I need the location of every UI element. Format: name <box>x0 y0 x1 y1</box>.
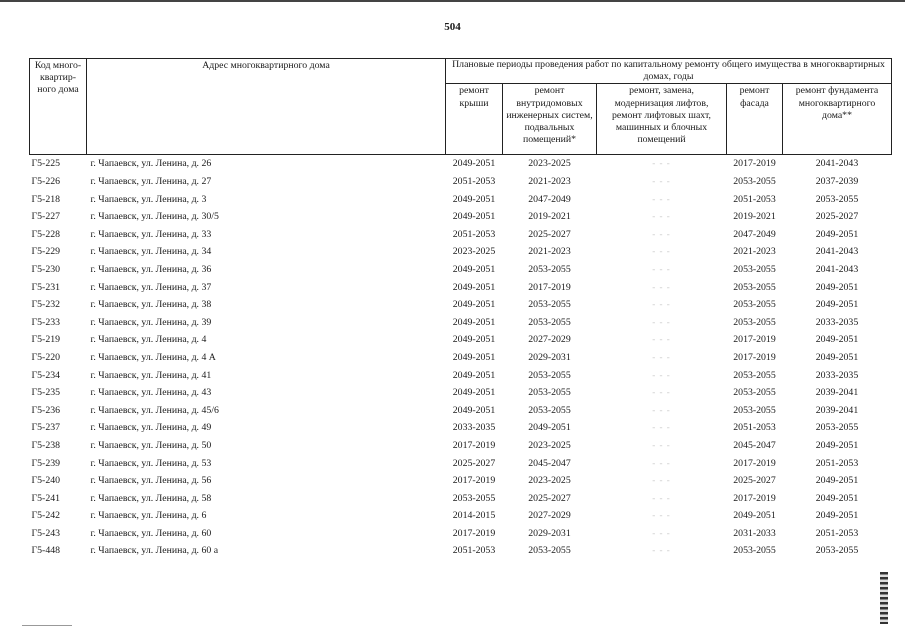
cell-facade: 2053-2055 <box>733 545 776 557</box>
cell-code: Г5-219 <box>31 334 61 346</box>
cell-engineering: 2025-2027 <box>528 228 571 240</box>
cell-facade: 2019-2021 <box>733 211 776 223</box>
cell-engineering: 2029-2031 <box>528 527 571 539</box>
cell-facade: 2047-2049 <box>733 228 776 240</box>
cell-lift: - - - <box>652 369 671 380</box>
cell-code: Г5-230 <box>31 263 61 275</box>
cell-address: г. Чапаевск, ул. Ленина, д. 49 <box>90 422 212 434</box>
cell-roof: 2033-2035 <box>452 422 496 434</box>
table-row <box>30 384 892 402</box>
table-row <box>30 279 892 297</box>
cell-engineering: 2053-2055 <box>528 404 571 416</box>
cell-engineering: 2029-2031 <box>528 351 571 363</box>
cell-code: Г5-220 <box>31 351 61 363</box>
cell-address: г. Чапаевск, ул. Ленина, д. 33 <box>90 228 212 240</box>
cell-facade: 2053-2055 <box>733 369 776 381</box>
cell-foundation: 2049-2051 <box>815 510 859 522</box>
cell-foundation: 2053-2055 <box>815 422 859 434</box>
cell-lift: - - - <box>652 404 671 415</box>
cell-code: Г5-237 <box>31 422 61 434</box>
cell-engineering: 2025-2027 <box>528 492 571 504</box>
cell-address: г. Чапаевск, ул. Ленина, д. 39 <box>90 316 212 328</box>
cell-engineering: 2053-2055 <box>528 263 571 275</box>
cell-roof: 2049-2051 <box>452 387 496 399</box>
cell-foundation: 2053-2055 <box>815 193 859 205</box>
cell-foundation: 2049-2051 <box>815 299 859 311</box>
cell-lift: - - - <box>652 351 671 362</box>
cell-lift: - - - <box>652 334 671 345</box>
cell-lift: - - - <box>652 492 671 503</box>
cell-foundation: 2049-2051 <box>815 439 859 451</box>
cell-lift: - - - <box>652 527 671 538</box>
cell-code: Г5-229 <box>31 246 61 258</box>
cell-foundation: 2049-2051 <box>815 475 859 487</box>
table-row <box>30 208 892 226</box>
table-row <box>30 243 892 261</box>
cell-code: Г5-227 <box>31 211 61 223</box>
cell-address: г. Чапаевск, ул. Ленина, д. 58 <box>90 492 212 504</box>
table-row <box>30 314 892 332</box>
table-row <box>30 349 892 367</box>
table-row <box>30 402 892 420</box>
cell-facade: 2017-2019 <box>733 158 776 170</box>
table-row <box>30 472 892 490</box>
cell-engineering: 2053-2055 <box>528 387 571 399</box>
cell-engineering: 2027-2029 <box>528 510 571 522</box>
cell-code: Г5-241 <box>31 492 61 504</box>
cell-lift: - - - <box>652 475 671 486</box>
cell-code: Г5-238 <box>31 439 61 451</box>
cell-roof: 2049-2051 <box>452 369 496 381</box>
cell-address: г. Чапаевск, ул. Ленина, д. 6 <box>90 510 207 522</box>
cell-roof: 2023-2025 <box>452 246 496 258</box>
cell-engineering: 2027-2029 <box>528 334 571 346</box>
cell-foundation: 2049-2051 <box>815 492 859 504</box>
cell-engineering: 2049-2051 <box>528 422 571 434</box>
cell-facade: 2053-2055 <box>733 316 776 328</box>
cell-roof: 2049-2051 <box>452 158 496 170</box>
cell-roof: 2049-2051 <box>452 281 496 293</box>
capital-repair-table <box>29 58 892 560</box>
cell-facade: 2053-2055 <box>733 263 776 275</box>
cell-roof: 2025-2027 <box>452 457 496 469</box>
cell-lift: - - - <box>652 281 671 292</box>
cell-facade: 2051-2053 <box>733 193 776 205</box>
cell-roof: 2049-2051 <box>452 211 496 223</box>
cell-engineering: 2053-2055 <box>528 369 571 381</box>
cell-roof: 2049-2051 <box>452 316 496 328</box>
cell-foundation: 2039-2041 <box>815 387 859 399</box>
cell-address: г. Чапаевск, ул. Ленина, д. 30/5 <box>90 211 219 223</box>
cell-address: г. Чапаевск, ул. Ленина, д. 50 <box>90 439 212 451</box>
cell-address: г. Чапаевск, ул. Ленина, д. 3 <box>90 193 207 205</box>
cell-code: Г5-239 <box>31 457 61 469</box>
cell-engineering: 2023-2025 <box>528 158 571 170</box>
cell-code: Г5-225 <box>31 158 61 170</box>
column-header-engineering: ремонт внутридомовых инженерных систем, подвальных помещений* <box>503 84 597 155</box>
table-body <box>30 155 892 560</box>
table-row <box>30 261 892 279</box>
cell-roof: 2017-2019 <box>452 475 496 487</box>
cell-code: Г5-243 <box>31 527 61 539</box>
cell-facade: 2025-2027 <box>733 475 776 487</box>
table-header <box>30 59 892 155</box>
cell-code: Г5-233 <box>31 316 61 328</box>
cell-address: г. Чапаевск, ул. Ленина, д. 37 <box>90 281 212 293</box>
cell-foundation: 2049-2051 <box>815 351 859 363</box>
table-row <box>30 542 892 560</box>
cell-address: г. Чапаевск, ул. Ленина, д. 45/6 <box>90 404 219 416</box>
cell-code: Г5-228 <box>31 228 61 240</box>
table-row <box>30 155 892 173</box>
column-header-facade: ремонт фасада <box>727 84 783 155</box>
cell-facade: 2021-2023 <box>733 246 776 258</box>
top-border-line <box>0 0 905 2</box>
cell-roof: 2051-2053 <box>452 228 496 240</box>
cell-address: г. Чапаевск, ул. Ленина, д. 4 <box>90 334 207 346</box>
table-row <box>30 455 892 473</box>
table-row <box>30 367 892 385</box>
table-row <box>30 437 892 455</box>
cell-address: г. Чапаевск, ул. Ленина, д. 4 А <box>90 351 216 363</box>
cell-facade: 2017-2019 <box>733 492 776 504</box>
cell-roof: 2049-2051 <box>452 263 496 275</box>
cell-address: г. Чапаевск, ул. Ленина, д. 34 <box>90 246 212 258</box>
cell-lift: - - - <box>652 457 671 468</box>
cell-lift: - - - <box>652 211 671 222</box>
cell-engineering: 2017-2019 <box>528 281 571 293</box>
cell-code: Г5-240 <box>31 475 61 487</box>
cell-lift: - - - <box>652 158 671 169</box>
cell-lift: - - - <box>652 387 671 398</box>
cell-lift: - - - <box>652 263 671 274</box>
cell-address: г. Чапаевск, ул. Ленина, д. 41 <box>90 369 212 381</box>
cell-address: г. Чапаевск, ул. Ленина, д. 27 <box>90 176 212 187</box>
page-number: 504 <box>444 21 461 33</box>
cell-lift: - - - <box>652 228 671 239</box>
cell-foundation: 2037-2039 <box>815 176 859 187</box>
cell-foundation: 2025-2027 <box>815 211 859 223</box>
bottom-margin-line <box>22 625 72 626</box>
cell-code: Г5-232 <box>31 299 61 311</box>
cell-roof: 2049-2051 <box>452 193 496 205</box>
cell-facade: 2053-2055 <box>733 404 776 416</box>
cell-code: Г5-218 <box>31 193 61 205</box>
table-row <box>30 173 892 191</box>
cell-roof: 2049-2051 <box>452 404 496 416</box>
column-header-roof: ремонт крыши <box>446 84 503 155</box>
cell-engineering: 2053-2055 <box>528 545 571 557</box>
cell-engineering: 2047-2049 <box>528 193 571 205</box>
cell-engineering: 2019-2021 <box>528 211 571 223</box>
cell-foundation: 2041-2043 <box>815 246 859 258</box>
cell-lift: - - - <box>652 545 671 556</box>
cell-lift: - - - <box>652 176 671 186</box>
cell-code: Г5-242 <box>31 510 61 522</box>
cell-facade: 2049-2051 <box>733 510 776 522</box>
cell-code: Г5-448 <box>31 545 61 557</box>
cell-code: Г5-235 <box>31 387 61 399</box>
cell-facade: 2053-2055 <box>733 387 776 399</box>
cell-address: г. Чапаевск, ул. Ленина, д. 53 <box>90 457 212 469</box>
cell-roof: 2053-2055 <box>452 492 496 504</box>
cell-facade: 2053-2055 <box>733 299 776 311</box>
cell-engineering: 2021-2023 <box>528 246 571 258</box>
cell-code: Г5-236 <box>31 404 61 416</box>
cell-foundation: 2033-2035 <box>815 369 859 381</box>
cell-engineering: 2023-2025 <box>528 475 571 487</box>
cell-foundation: 2033-2035 <box>815 316 859 328</box>
cell-lift: - - - <box>652 316 671 327</box>
column-header-foundation: ремонт фундамента многоквартирного дома** <box>783 84 892 155</box>
cell-code: Г5-231 <box>31 281 61 293</box>
cell-foundation: 2041-2043 <box>815 263 859 275</box>
cell-facade: 2017-2019 <box>733 334 776 346</box>
cell-lift: - - - <box>652 439 671 450</box>
cell-address: г. Чапаевск, ул. Ленина, д. 60 а <box>90 545 219 557</box>
table-row <box>30 296 892 314</box>
cell-engineering: 2053-2055 <box>528 316 571 328</box>
cell-roof: 2014-2015 <box>452 510 496 522</box>
cell-lift: - - - <box>652 246 671 257</box>
table-row <box>30 490 892 508</box>
cell-roof: 2049-2051 <box>452 334 496 346</box>
cell-roof: 2017-2019 <box>452 527 496 539</box>
cell-roof: 2051-2053 <box>452 176 496 187</box>
cell-foundation: 2041-2043 <box>815 158 859 170</box>
cell-address: г. Чапаевск, ул. Ленина, д. 56 <box>90 475 212 487</box>
cell-foundation: 2053-2055 <box>815 545 859 557</box>
cell-address: г. Чапаевск, ул. Ленина, д. 60 <box>90 527 212 539</box>
cell-facade: 2017-2019 <box>733 351 776 363</box>
cell-lift: - - - <box>652 510 671 521</box>
table-row <box>30 191 892 209</box>
cell-facade: 2053-2055 <box>733 281 776 293</box>
cell-engineering: 2053-2055 <box>528 299 571 311</box>
cell-facade: 2045-2047 <box>733 439 776 451</box>
cell-engineering: 2021-2023 <box>528 176 571 187</box>
table-row <box>30 507 892 525</box>
cell-address: г. Чапаевск, ул. Ленина, д. 38 <box>90 299 212 311</box>
cell-engineering: 2023-2025 <box>528 439 571 451</box>
cell-address: г. Чапаевск, ул. Ленина, д. 36 <box>90 263 212 275</box>
column-group-periods: Плановые периоды проведения работ по капитальному ремонту общего имущества в многоквартирных домах, годы <box>446 59 892 84</box>
cell-roof: 2017-2019 <box>452 439 496 451</box>
cell-roof: 2051-2053 <box>452 545 496 557</box>
cell-foundation: 2051-2053 <box>815 457 859 469</box>
table-row <box>30 525 892 543</box>
cell-facade: 2053-2055 <box>733 176 776 187</box>
cell-roof: 2049-2051 <box>452 351 496 363</box>
column-header-address: Адрес многоквартирного дома <box>87 59 446 155</box>
cell-foundation: 2049-2051 <box>815 228 859 240</box>
cell-foundation: 2049-2051 <box>815 281 859 293</box>
cell-code: Г5-226 <box>31 176 61 187</box>
table-row <box>30 226 892 244</box>
column-header-code: Код много-квартир-ного дома <box>30 59 87 155</box>
cell-roof: 2049-2051 <box>452 299 496 311</box>
cell-engineering: 2045-2047 <box>528 457 571 469</box>
table-row <box>30 419 892 437</box>
cell-lift: - - - <box>652 422 671 433</box>
cell-code: Г5-234 <box>31 369 61 381</box>
cell-lift: - - - <box>652 299 671 310</box>
column-header-lift: ремонт, замена, модернизация лифтов, ремонт лифтовых шахт, машинных и блочных помещений <box>597 84 727 155</box>
cell-facade: 2031-2033 <box>733 527 776 539</box>
cell-address: г. Чапаевск, ул. Ленина, д. 43 <box>90 387 212 399</box>
cell-facade: 2017-2019 <box>733 457 776 469</box>
scan-edge-artifact <box>880 572 888 624</box>
cell-foundation: 2049-2051 <box>815 334 859 346</box>
cell-foundation: 2051-2053 <box>815 527 859 539</box>
cell-facade: 2051-2053 <box>733 422 776 434</box>
cell-address: г. Чапаевск, ул. Ленина, д. 26 <box>90 158 212 170</box>
cell-lift: - - - <box>652 193 671 204</box>
cell-foundation: 2039-2041 <box>815 404 859 416</box>
table-row <box>30 331 892 349</box>
